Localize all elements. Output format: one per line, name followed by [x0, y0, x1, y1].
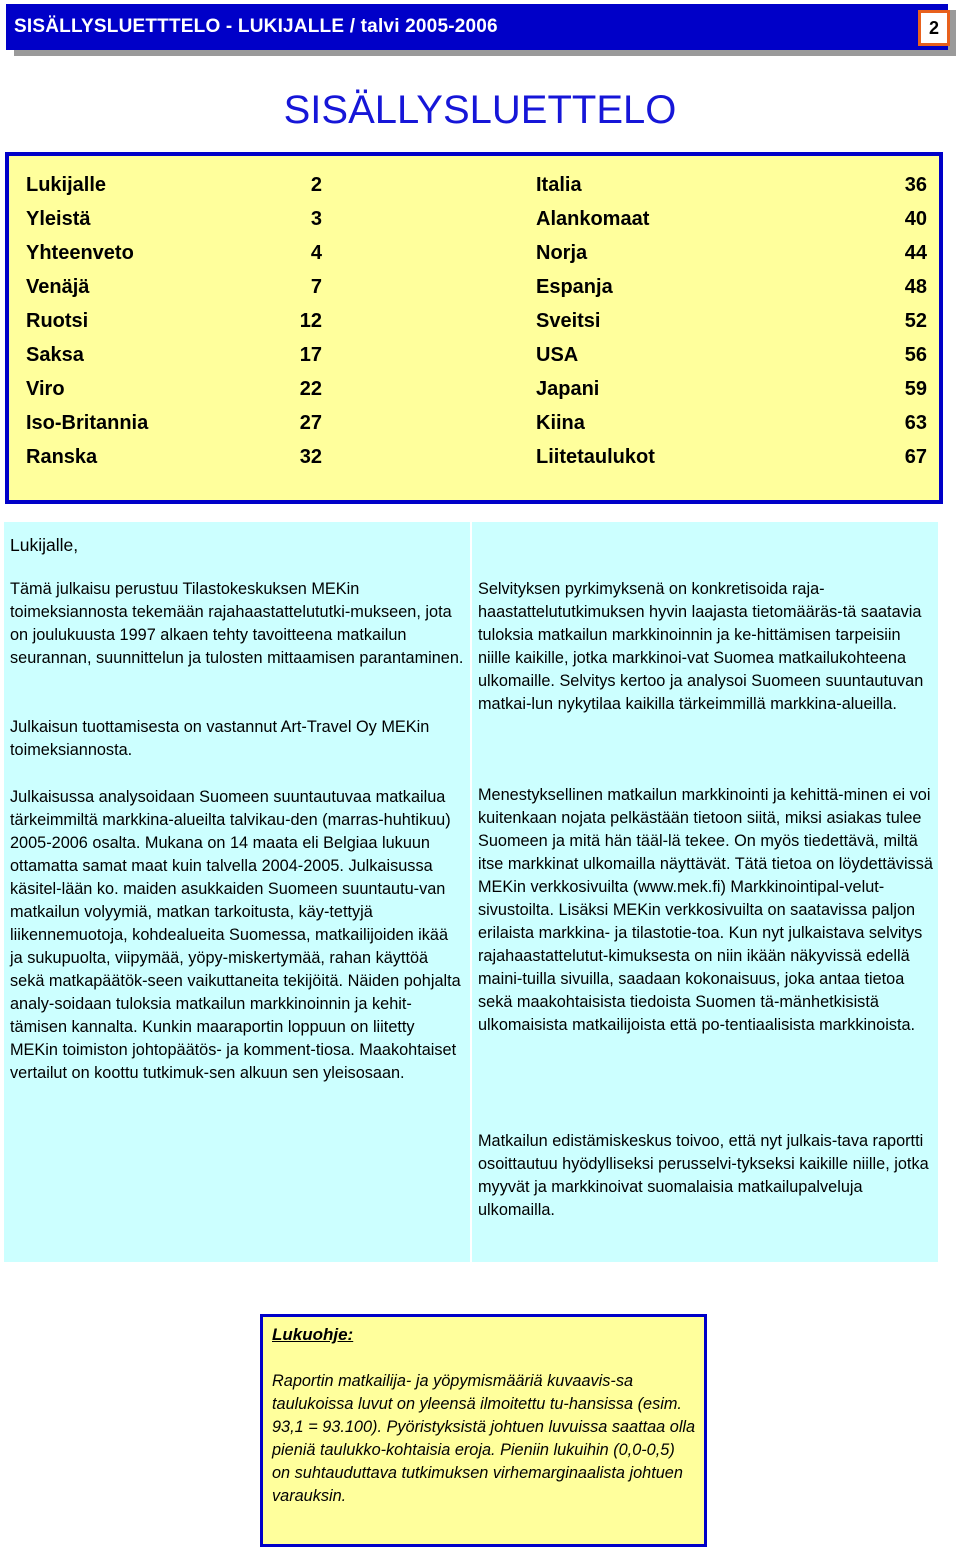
- toc-entry-page: 48: [904, 275, 927, 298]
- toc-entry-page: 2: [310, 173, 322, 196]
- toc-entry-label: Espanja: [536, 275, 613, 298]
- toc-entry-label: Liitetaulukot: [536, 445, 655, 468]
- toc-entry-label: Sveitsi: [536, 309, 601, 332]
- toc-entry[interactable]: [536, 304, 927, 338]
- toc-entry[interactable]: [26, 270, 322, 304]
- toc-entry-label: Iso-Britannia: [26, 411, 149, 434]
- reading-guide-title: Lukuohje:: [272, 1325, 354, 1344]
- toc-entry-label: Yhteenveto: [26, 241, 134, 264]
- toc-entry-page: 56: [904, 343, 927, 366]
- toc-entry-page: 63: [904, 411, 927, 434]
- toc-entry[interactable]: [536, 338, 927, 372]
- toc-entry[interactable]: [26, 236, 322, 270]
- page-number-badge: 2: [918, 10, 950, 46]
- header-title: SISÄLLYSLUETTTELO - LUKIJALLE / talvi 2005-2006: [14, 16, 498, 37]
- toc-entry[interactable]: [26, 304, 322, 338]
- table-of-contents: [5, 152, 943, 504]
- toc-entry[interactable]: [26, 372, 322, 406]
- toc-entry-page: 40: [904, 207, 927, 230]
- toc-entry-page: 7: [310, 275, 322, 298]
- intro-paragraph-3: Julkaisussa analysoidaan Suomeen suuntautuvaa matkailua tärkeimmiltä markkina-alueilta talvikau-den (marras-huhtikuu) 2005-2006 osalta. Mukana on 14 maata eli Belgiaa lukuun ottamatta samat maat kuin talvella 2004-2005. Julkaisussa käsitel-lään ko. maiden asukkaiden Suomeen suuntautu-van matkailun volyymiä, matkan tarkoitusta, käy-tettyjä liikennemuotoja, kohdealueita Suomessa, matkailijoiden ikää ja sukupuolta, viipymää, yöpy-miskertymää, rahan käyttöä sekä matkapäätök-seen vaikuttaneita tekijöitä. Näiden pohjalta analy-soidaan tuloksia matkailun markkinoinnin ja kehit-tämisen kannalta. Kunkin maaraportin loppuun on liitetty MEKin toimiston johtopäätös- ja komment-tiosa. Maakohtaiset vertailut on koottu tutkimuk-sen alkuun sen yleisosaan.: [10, 788, 461, 1082]
- reader-intro-column-left: [4, 522, 470, 1262]
- toc-entry[interactable]: [26, 168, 322, 202]
- reading-guide-text: Raportin matkailija- ja yöpymismääriä kuvaavis-sa taulukoissa luvut on yleensä ilmoitettu tu-hansissa (esim. 93,1 = 93.100). Pyöristyksistä johtuen luvuissa saattaa olla pieniä taulukko-kohtaisia eroja. Pieniin lukuihin (0,0-0,5) on suhtauduttava tutkimuksen virhemarginaalista johtuen varauksin.: [272, 1372, 696, 1505]
- toc-entry-page: 59: [904, 377, 927, 400]
- toc-entry[interactable]: [26, 338, 322, 372]
- toc-entry-page: 32: [299, 445, 322, 468]
- toc-entry-label: Venäjä: [26, 275, 90, 298]
- toc-entry-label: Yleistä: [26, 207, 91, 230]
- toc-entry[interactable]: [26, 440, 322, 474]
- toc-entry[interactable]: [536, 168, 927, 202]
- reading-guide-box: [260, 1314, 707, 1547]
- intro-paragraph-5: Menestyksellinen matkailun markkinointi ja kehittä-minen ei voi kuitenkaan nojata pelkästään tietoon siitä, miksi asiakas tulee Suomeen ja mitä hän tääl-lä tekee. On myös tiedettävä, miltä itse markkinat ulkomailla näyttävät. Tätä tietoa on löydettävissä MEKin verkkosivuilta (www.mek.fi) Markkinointipal-velut-sivustoilta. Lisäksi MEKin verkkosivuilta on saatavissa paljon erilaista markkina- ja tilastotie-toa. Kun nyt julkaistava selvitys rajahaastattelutut-kimuksesta on niin ikään näkyvissä edellä maini-tuilla sivuilla, saadaan kokonaisuus, joka antaa tietoa sekä maakohtaisista tiedoista Suomen tä-mänhetkisistä ulkomaisista matkailijoista että po-tentiaalisista markkinoista.: [478, 786, 933, 1034]
- toc-left-column: [26, 168, 322, 474]
- toc-entry[interactable]: [536, 236, 927, 270]
- toc-entry-page: 22: [299, 377, 322, 400]
- toc-entry-label: Norja: [536, 241, 588, 264]
- toc-right-column: [536, 168, 927, 474]
- page-title: [0, 88, 960, 133]
- toc-entry-label: Italia: [536, 173, 582, 196]
- toc-entry-label: Japani: [536, 377, 600, 400]
- intro-paragraph-4: Selvityksen pyrkimyksenä on konkretisoida raja-haastattelututkimuksen hyvin laajasta tietomääräs-tä saatavia tuloksia matkailun markkinoinnin ja ke-hittämisen tarpeisiin niille kaikille, jotka markkinoi-vat Suomea matkailukohteena ulkomaille. Selvitys kertoo ja analysoi Suomeen suuntautuvan matkai-lun nykytilaa kaikilla tärkeimmillä markkina-alueilla.: [478, 580, 924, 713]
- toc-entry-label: Alankomaat: [536, 207, 650, 230]
- reader-intro-column-right: [472, 522, 938, 1262]
- toc-entry[interactable]: [536, 270, 927, 304]
- toc-entry-label: Lukijalle: [26, 173, 107, 196]
- header-bar: [6, 4, 948, 50]
- toc-entry[interactable]: [536, 406, 927, 440]
- toc-entry[interactable]: [536, 202, 927, 236]
- toc-entry-label: Saksa: [26, 343, 84, 366]
- toc-entry-label: Ranska: [26, 445, 98, 468]
- toc-entry-label: Viro: [26, 377, 65, 400]
- toc-entry-label: USA: [536, 343, 579, 366]
- toc-entry-page: 36: [904, 173, 927, 196]
- toc-entry-page: 27: [299, 411, 322, 434]
- intro-paragraph-1: Tämä julkaisu perustuu Tilastokeskuksen MEKin toimeksiannosta tekemään rajahaastattelututki-mukseen, jota on joulukuusta 1997 alkaen tehty tavoitteena matkailun seurannan, suunnittelun ja tulosten mittaamisen parantaminen.: [10, 580, 464, 667]
- toc-entry[interactable]: [536, 372, 927, 406]
- page-title-text: SISÄLLYSLUETTELO: [283, 88, 677, 132]
- toc-entry-page: 17: [299, 343, 322, 366]
- toc-entry-page: 12: [299, 309, 322, 332]
- toc-entry-label: Ruotsi: [26, 309, 89, 332]
- intro-paragraph-2: Julkaisun tuottamisesta on vastannut Art-Travel Oy MEKin toimeksiannosta.: [10, 718, 430, 759]
- toc-entry-page: 52: [904, 309, 927, 332]
- toc-entry-page: 4: [310, 241, 322, 264]
- toc-entry-page: 67: [904, 445, 927, 468]
- toc-entry-page: 44: [904, 241, 927, 264]
- toc-entry-page: 3: [310, 207, 322, 230]
- toc-entry-label: Kiina: [536, 411, 585, 434]
- toc-entry[interactable]: [26, 406, 322, 440]
- intro-paragraph-6: Matkailun edistämiskeskus toivoo, että nyt julkais-tava raportti osoittautuu hyödylliseksi perusselvi-tykseksi kaikille niille, jotka myyvät ja markkinoivat suomalaisia matkailupalveluja ulkomailla.: [478, 1132, 929, 1219]
- toc-entry[interactable]: [26, 202, 322, 236]
- greeting: Lukijalle,: [10, 535, 79, 555]
- toc-entry[interactable]: [536, 440, 927, 474]
